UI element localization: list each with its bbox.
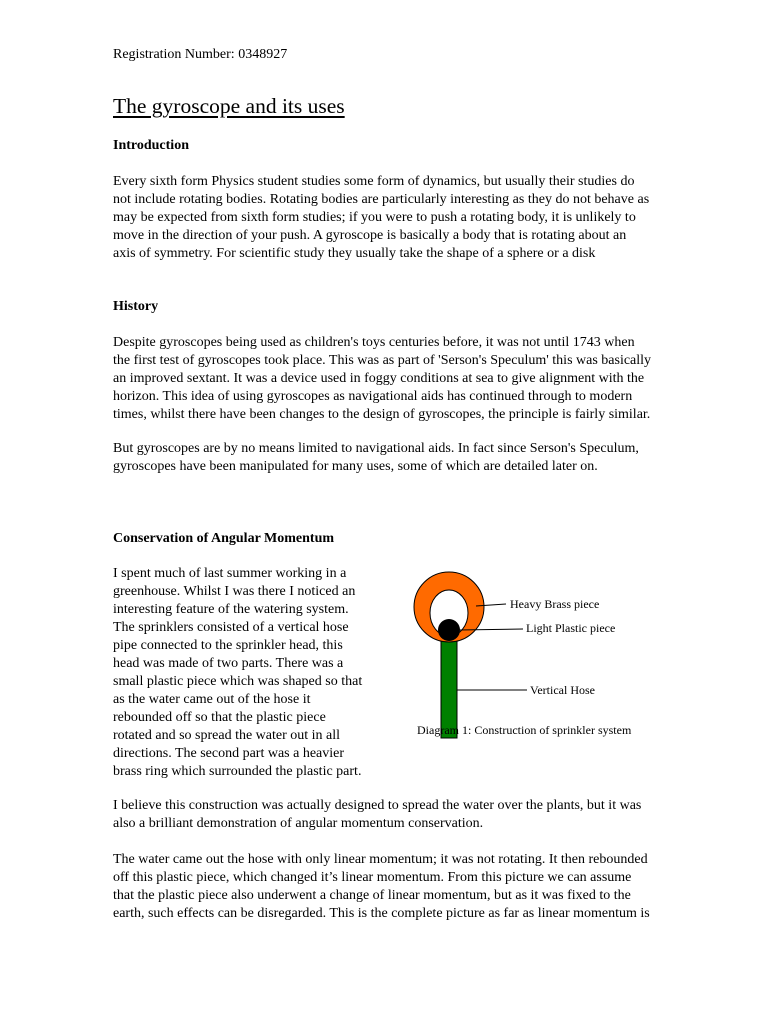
brass-label: Heavy Brass piece <box>510 597 600 611</box>
heading-conservation: Conservation of Angular Momentum <box>113 531 335 546</box>
text-line: small plastic piece which was shaped so that <box>113 674 363 689</box>
hose-label: Vertical Hose <box>530 683 595 697</box>
text-line: I spent much of last summer working in a <box>113 566 347 581</box>
text-line: greenhouse. Whilst I was there I noticed an <box>113 584 356 599</box>
text-line: brass ring which surrounded the plastic part. <box>113 764 362 779</box>
registration-number: Registration Number: 0348927 <box>113 47 288 62</box>
text-line: not include rotating bodies. Rotating bodies are particularly interesting as they do not behave as <box>113 192 650 207</box>
text-line: Every sixth form Physics student studies some form of dynamics, but usually their studies do <box>113 174 635 189</box>
history-paragraph-1 <box>113 334 698 424</box>
text-line: times, whilst there have been changes to the design of gyroscopes, the principle is fairly similar. <box>113 407 651 422</box>
text-line: axis of symmetry. For scientific study they usually take the shape of a sphere or a disk <box>113 246 596 261</box>
text-line: I believe this construction was actually designed to spread the water over the plants, but it was <box>113 798 642 813</box>
text-line: rebounded off so that the plastic piece <box>113 710 326 725</box>
text-line: may be expected from sixth form studies; if you were to push a rotating body, it is unlikely to <box>113 210 636 225</box>
heading-introduction: Introduction <box>113 138 189 153</box>
text-line: off this plastic piece, which changed it’s linear momentum. From this picture we can assume <box>113 870 632 885</box>
text-line: The sprinklers consisted of a vertical hose <box>113 620 349 635</box>
text-line: that the plastic piece also underwent a change of linear momentum, but as it was fixed to the <box>113 888 631 903</box>
text-line: earth, such effects can be disregarded. This is the complete picture as far as linear momentum is <box>113 906 650 921</box>
introduction-paragraph <box>113 173 698 263</box>
conservation-paragraph-1 <box>113 565 388 781</box>
text-line: The water came out the hose with only linear momentum; it was not rotating. It then rebounded <box>113 852 648 867</box>
text-line: rotated and so spread the water out in all <box>113 728 341 743</box>
text-line: directions. The second part was a heavier <box>113 746 345 761</box>
conservation-paragraph-3 <box>113 851 698 923</box>
sprinkler-diagram <box>403 563 663 753</box>
heading-history: History <box>113 299 159 314</box>
conservation-paragraph-2 <box>113 797 698 833</box>
text-line: But gyroscopes are by no means limited to navigational aids. In fact since Serson's Speculum, <box>113 441 639 456</box>
text-line: as the water came out of the hose it <box>113 692 311 707</box>
plastic-label: Light Plastic piece <box>526 621 616 635</box>
text-line: also a brilliant demonstration of angular momentum conservation. <box>113 816 484 831</box>
text-line: Despite gyroscopes being used as children's toys centuries before, it was not until 1743 when <box>113 335 635 350</box>
text-line: the first test of gyroscopes took place. This was as part of 'Serson's Speculum' this was basically <box>113 353 652 368</box>
document-title: The gyroscope and its uses <box>113 94 345 118</box>
text-line: interesting feature of the watering system. <box>113 602 349 617</box>
history-paragraph-2 <box>113 440 698 476</box>
text-line: an improved sextant. It was a device used in foggy conditions at sea to give alignment with the <box>113 371 645 386</box>
text-line: pipe connected to the sprinkler head, this <box>113 638 343 653</box>
text-line: horizon. This idea of using gyroscopes as navigational aids has continued through to modern <box>113 389 633 404</box>
text-line: head was made of two parts. There was a <box>113 656 344 671</box>
text-line: gyroscopes have been manipulated for many uses, some of which are detailed later on. <box>113 459 598 474</box>
sprinkler-joint-shape <box>438 619 460 641</box>
diagram-caption: Diagram 1: Construction of sprinkler system <box>417 723 632 737</box>
text-line: move in the direction of your push. A gyroscope is basically a body that is rotating about an <box>113 228 627 243</box>
